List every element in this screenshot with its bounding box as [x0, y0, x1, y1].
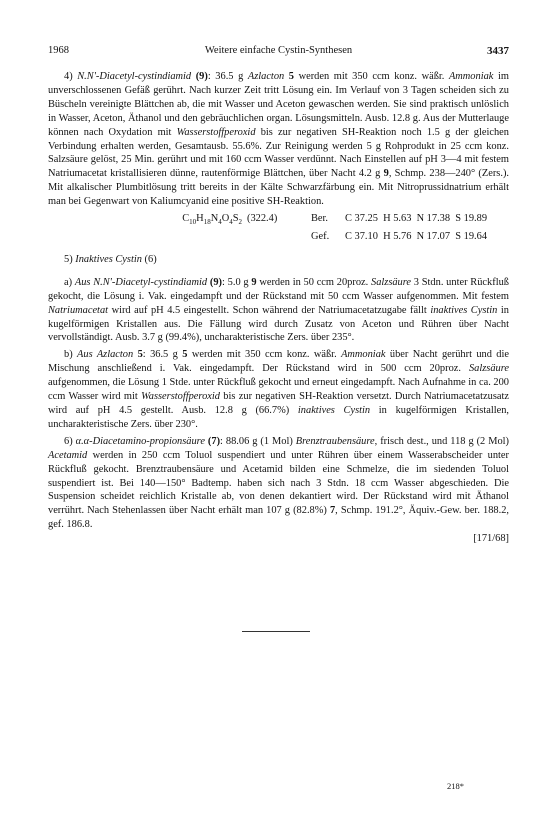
calculated-label: Ber.	[311, 213, 329, 225]
analysis-row-found	[48, 230, 509, 244]
header-title: Weitere einfache Cystin-Synthesen	[204, 45, 353, 56]
section-5-heading: 5) Inaktives Cystin (6)	[64, 253, 157, 265]
section-6-paragraph: 6) α.α-Diacetamino-propionsäure (7): 88.06 g (1 Mol) Brenztraubensäure, frisch dest., und 118 g (2 Mol) Acetamid werden in 250 ccm Toluol suspendiert und unter Rühren über einem Wasserabscheider unter Rückfluß gekocht. Brenztraubensäure und Acetamid bilden eine Schmelze, die im siedenden Toluol suspendiert ist. Bei 140—150° Badtemp. haben sich nach 3 Stdn. 18 ccm Wasser abgeschieden. Die Suspension scheidet reichlich Kristalle ab, von denen dekantiert wird. Der Rückstand wird mit Äthanol verrührt. Nach Stehenlassen über Nacht erhält man 107 g (82.8%) 7, Schmp. 191.2°, Äquiv.-Gew. ber. 188.2, gef. 186.8.	[48, 435, 509, 531]
header-page-number: 3437	[487, 45, 509, 57]
molecular-weight: (322.4)	[247, 213, 278, 225]
found-label: Gef.	[311, 231, 330, 243]
found-values: C 37.10 H 5.76 N 17.07 S 19.64	[345, 231, 488, 243]
sheet-number: 218*	[447, 781, 464, 791]
molecular-formula: $C_{10}H_{18}N_4O_4S_2$	[182, 213, 242, 227]
calculated-values: C 37.25 H 5.63 N 17.38 S 19.89	[345, 213, 488, 225]
compound-name: N.N'-Diacetyl-cystindiamid	[77, 71, 192, 82]
elemental-analysis	[48, 212, 509, 244]
section-5b-paragraph: b) Aus Azlacton 5: 36.5 g 5 werden mit 350 ccm konz. wäßr. Ammoniak über Nacht gerührt und die Mischung anschließend i. Vak. eingedampft. Der Rückstand wird in 500 ccm 20proz. Salzsäure aufgenommen, die Lösung 1 Stde. unter Rückfluß gekocht und erneut eingedampft. Nach Aufnahme in ca. 200 ccm Wasser wird mit Wasserstoffperoxid bis zur negativen SH-Reaktion versetzt. Durch Natriumacetatzusatz wird auf pH 4.5 gestellt. Ausb. 12.8 g (66.7%) inaktives Cystin in kugelförmigen Kristallen, uncharakteristische Zers. über 230°.	[48, 349, 510, 430]
manuscript-citation: [171/68]	[473, 533, 509, 545]
section-4-paragraph: 4) N.N'-Diacetyl-cystindiamid (9): 36.5 g Azlacton 5 werden mit 350 ccm konz. wäßr. Ammoniak im unverschlossenen Gefäß gerührt. Nach kurzer Zeit tritt Lösung ein. Im Verlauf von 3 Tagen scheiden sich zu Büscheln vereinigte Blättchen ab, die mit Wasser und Aceton gewaschen werden. Sie sind praktisch unlöslich in Wasser, Aceton, Äthanol und den gebräuchlichen organ. Lösungsmitteln. Ausb. 12.8 g. Aus der Mutterlauge können nach Oxydation mit Wasserstoffperoxid bis zur negativen SH-Reaktion noch 1.5 g der gleichen Verbindung erhalten werden, Gesamtausb. 55.6%. Zur Reinigung werden 5 g Rohprodukt in 25 ccm konz. Salzsäure gelöst, 25 Min. gerührt und mit 160 ccm Wasser verdünnt. Nach Einstellen auf pH 3—4 mit festem Natriumacetat kristallisieren dünne, rautenförmige Blättchen, über Nacht 4.2 g 9, Schmp. 238—240° (Zers.). Mit alkalischer Plumbitlösung tritt bereits in der Kälte Schwarzfärbung ein. Mit Nitroprussidnatrium erhält man bei Gegenwart von Kaliumcyanid eine positive SH-Reaktion.	[48, 71, 509, 208]
running-header	[48, 44, 509, 58]
body-text	[48, 70, 509, 546]
end-divider	[242, 631, 310, 632]
header-year: 1968	[48, 45, 69, 56]
analysis-row-calculated	[48, 212, 509, 230]
section-5a-paragraph: a) Aus N.N'-Diacetyl-cystindiamid (9): 5.0 g 9 werden in 50 ccm 20proz. Salzsäure 3 Stdn. unter Rückfluß gekocht, die Lösung i. Vak. eingedampft und der Rückstand mit 50 ccm Wasser aufgenommen. Mit festem Natriumacetat wird auf pH 4.5 eingestellt. Schon während der Natriumacetatzugabe fällt inaktives Cystin in kugelförmigen Kristallen aus. Die Fällung wird durch Zusatz von Aceton und Rühren über Nacht vervollständigt. Ausb. 3.7 g (99.4%), uncharakteristische Zers. über 235°.	[48, 276, 509, 344]
